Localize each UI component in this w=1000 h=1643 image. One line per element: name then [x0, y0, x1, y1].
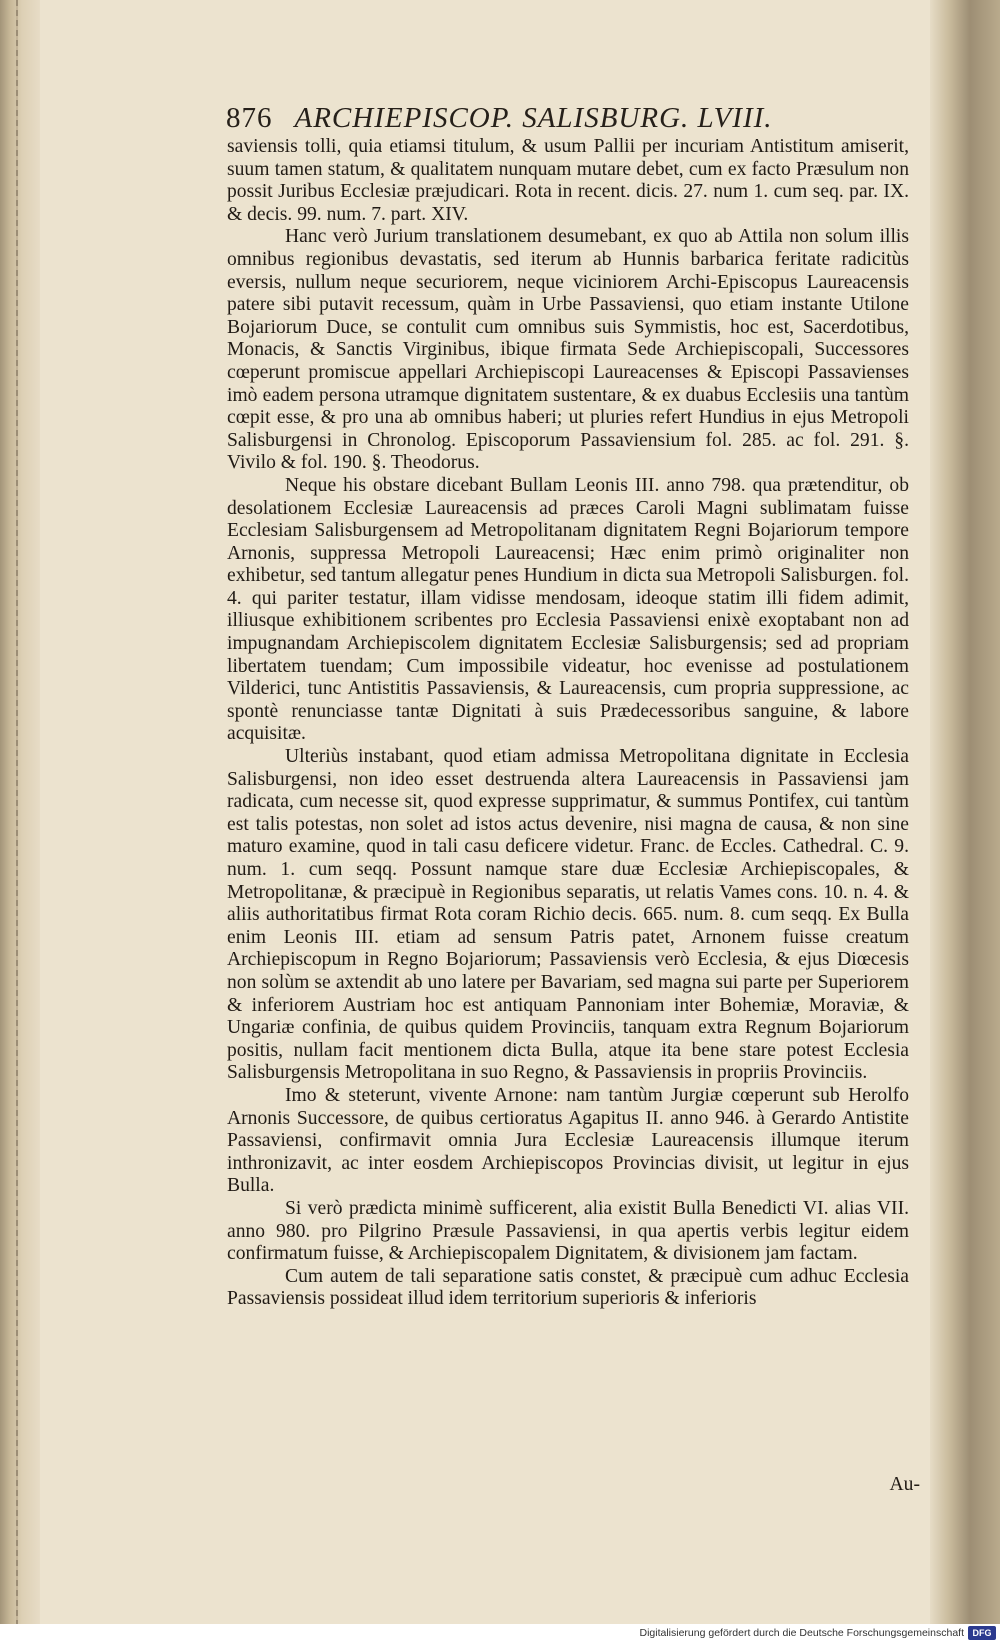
- page-number: 876: [226, 102, 273, 134]
- book-spine: [930, 0, 1000, 1624]
- dfg-logo-icon: DFG: [968, 1626, 996, 1640]
- catchword: Au-: [889, 1474, 920, 1495]
- running-head-title: ARCHIEPISCOP. SALISBURG. LVIII.: [294, 102, 773, 134]
- paragraph: Cum autem de tali separatione satis constet, & præcipuè cum adhuc Ecclesia Passaviensis possideat illud idem territorium superioris & inferioris: [227, 1265, 909, 1310]
- paragraph: Si verò prædicta minimè sufficerent, alia existit Bulla Benedicti VI. alias VII. anno 980. pro Pilgrino Præsule Passaviensi, in qua apertis verbis legitur eidem confirmatum fuisse, & Archiepiscopalem Dignitatem, & divisionem jam factam.: [227, 1197, 909, 1265]
- paragraph: Ulteriùs instabant, quod etiam admissa Metropolitana dignitate in Ecclesia Salisburgensi, non ideo esset destruenda altera Laureacensis in Passaviensi jam radicata, cum necesse sit, quod expresse supprimatur, & summus Pontifex, cui tantùm est talis potestas, non solet ad istos actus devenire, nisi magna de causa, & non sine maturo examine, quod in tali casu deficere videtur. Franc. de Eccles. Cathedral. C. 9. num. 1. cum seqq. Possunt namque stare duæ Ecclesiæ Archiepiscopales, & Metropolitanæ, & præcipuè in Regionibus separatis, ut relatis Vames cons. 10. n. 4. & aliis authoritatibus firmat Rota coram Richio decis. 665. num. 8. cum seqq. Ex Bulla enim Leonis III. etiam ad sensum Patris patet, Arnonem fuisse creatum Archiepiscopum in Regno Bojariorum; Passaviensis verò Ecclesia, & ejus Diœcesis non solùm se axtendit ab uno latere per Bavariam, sed magna sui parte per Superiorem & inferiorem Austriam hoc est antiquam Pannoniam inter Bohemiæ, Moraviæ, & Ungariæ confinia, de quibus quidem Provinciis, tanquam extra Regnum Bojariorum positis, nullam facit mentionem dicta Bulla, atque ita bene stare potest Ecclesia Salisburgensis Metropolitana in suo Regno, & Passaviensis in propriis Provinciis.: [227, 746, 909, 1084]
- paragraph: Neque his obstare dicebant Bullam Leonis III. anno 798. qua prætenditur, ob desolationem Ecclesiæ Laureacensis ad præces Caroli Magni sublimatam fuisse Ecclesiam Salisburgensem ad Metropolitanam dignitatem Regni Bojariorum tempore Arnonis, suppressa Metropoli Laureacensi; Hæc enim primò originaliter non exhibetur, sed tantum allegatur penes Hundium in dicta sua Metropoli Salisburgen. fol. 4. qui pariter testatur, illam vidisse mendosam, ideoque statim illi fidem adimit, illiusque exhibitionem scribentes pro Ecclesia Passaviensi enixè exoptabant non ad impugnandam Archiepiscolem dignitatem Ecclesiæ Salisburgensis; sed ad propriam libertatem tuendam; Cum impossibile videatur, hoc evenisse ad postulationem Vilderici, tunc Antistitis Passaviensis, & Laureacensis, cum propria suppressione, ac spontè renunciasse tantæ Dignitati à suis Prædecessoribus sanguine, & labore acquisitæ.: [227, 474, 909, 745]
- digitization-footer: [0, 1624, 1000, 1643]
- body-text: [227, 136, 909, 1311]
- paragraph: Imo & steterunt, vivente Arnone: nam tantùm Jurgiæ cœperunt sub Herolfo Arnonis Successore, de quibus certioratus Agapitus II. anno 946. à Gerardo Antistite Passaviensi, confirmavit omnia Jura Ecclesiæ Laureacensis illumque iterum inthronizavit, ac inter eosdem Archiepiscopos Provincias divisit, ut legitur in ejus Bulla.: [227, 1084, 909, 1197]
- paragraph: saviensis tolli, quia etiamsi titulum, & usum Pallii per incuriam Antistitum amiserit, suum tamen statum, & qualitatem nunquam mutare debet, cum ex facto Præsulum non possit Juribus Ecclesiæ præjudicari. Rota in recent. dicis. 27. num 1. cum seq. par. IX. & decis. 99. num. 7. part. XIV.: [227, 136, 909, 225]
- funding-credit: Digitalisierung gefördert durch die Deutsche Forschungsgemeinschaft: [639, 1627, 964, 1639]
- paragraph: Hanc verò Jurium translationem desumebant, ex quo ab Attila non solum illis omnibus regionibus devastatis, sed iterum ab Hunnis barbarica feritate radicitùs eversis, nullum neque securiorem, neque viciniorem Archi-Episcopus Laureacensis patere sibi putavit recessum, quàm in Urbe Passaviensi, quo etiam instante Utilone Bojariorum Duce, se contulit cum omnibus suis Symmistis, hoc est, Sacerdotibus, Monacis, & Sanctis Virginibus, ibique firmata Sede Archiepiscopali, Successores cœperunt promiscue appellari Archiepiscopi Laureacenses & Episcopi Passavienses imò eadem persona utramque dignitatem sustentare, & ex duabus Ecclesiis una tantùm cœpit esse, & pro una ab omnibus haberi; ut pluries refert Hundius in ejus Metropoli Salisburgensi in Chronolog. Episcoporum Passaviensium fol. 285. ac fol. 291. §. Vivilo & fol. 190. §. Theodorus.: [227, 226, 909, 474]
- page-edge-stack: [0, 0, 40, 1624]
